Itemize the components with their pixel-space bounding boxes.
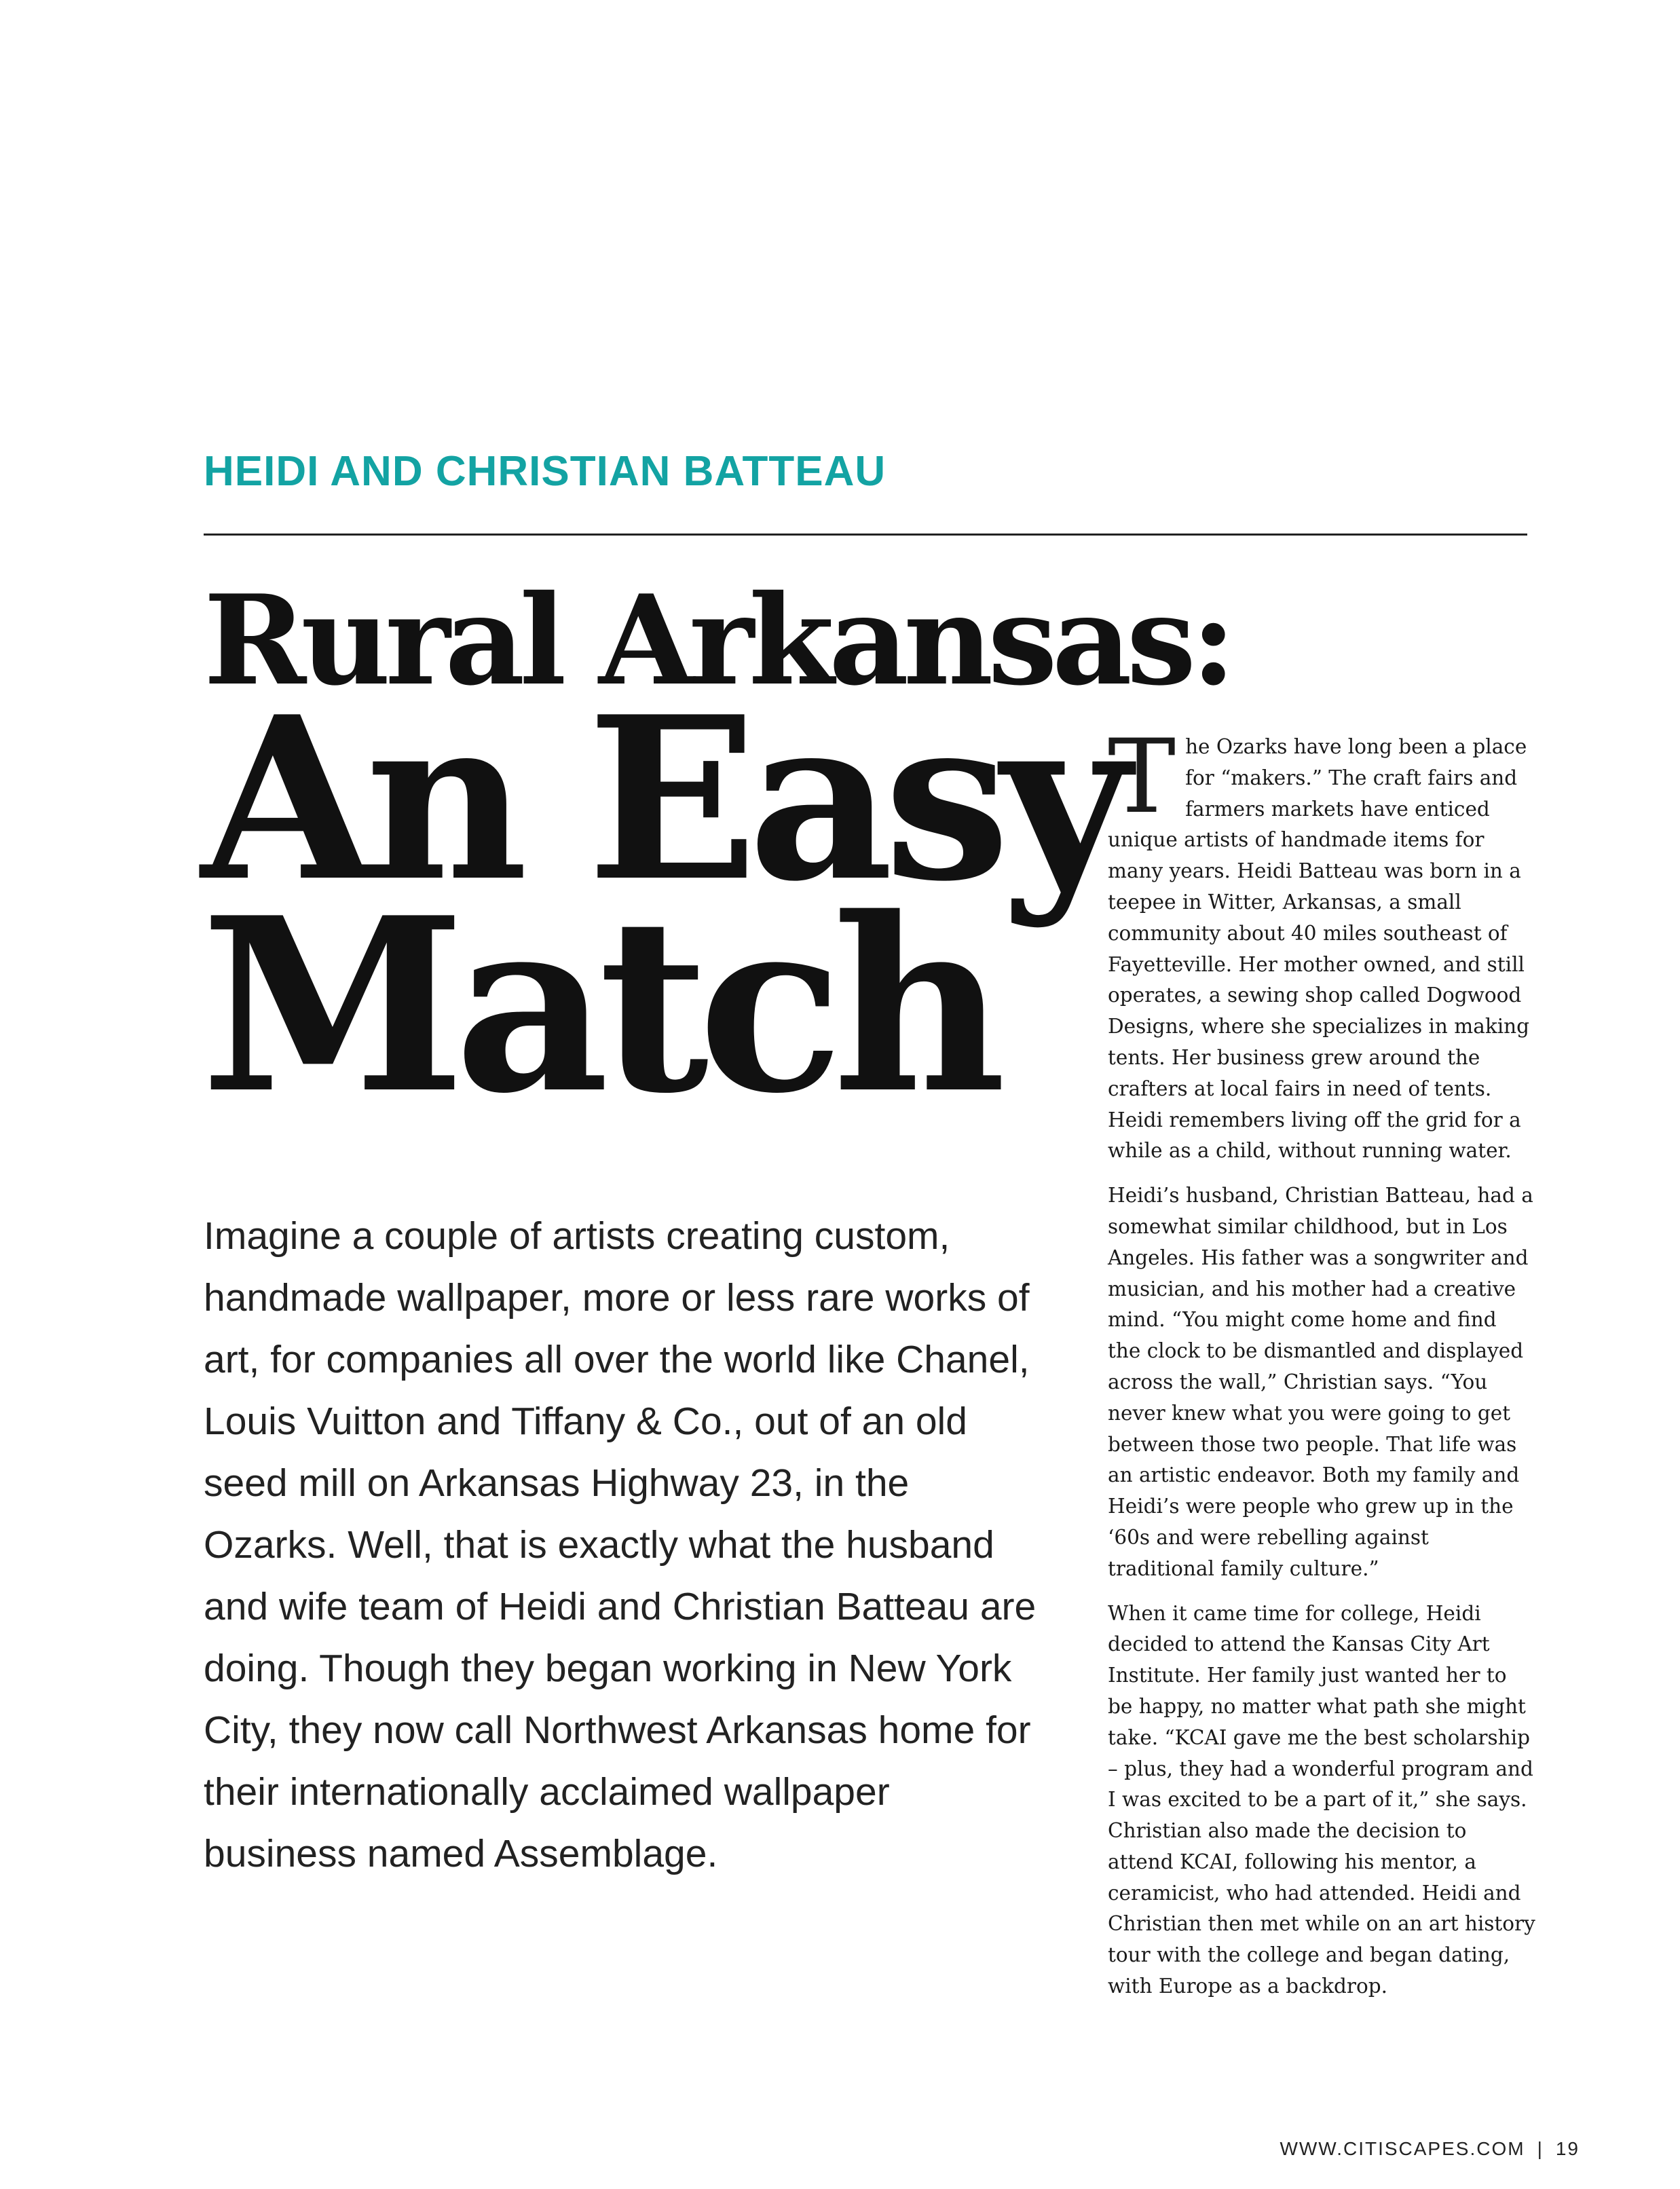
body-paragraph-1-text: he Ozarks have long been a place for “makers.” The craft fairs and farmers markets have enticed unique artists of handmade items for many years. Heidi Batteau was born in a teepee in Witter, Arkansas, a small community about 40 miles southeast of Fayetteville. Her mother owned, and still operates, a sewing shop called Dogwood Designs, where she specializes in making tents. Her business grew around the crafters at local fairs in need of tents. Heidi remembers living off the grid for a while as a child, without running water. bbox=[1108, 735, 1530, 1163]
page-footer bbox=[1280, 2138, 1580, 2160]
headline-line-2: An Easy bbox=[201, 667, 1121, 931]
footer-website: WWW.CITISCAPES.COM bbox=[1280, 2138, 1525, 2159]
headline-line-3: Match bbox=[201, 865, 996, 1146]
body-paragraph-1 bbox=[1108, 718, 1535, 1167]
section-kicker: HEIDI AND CHRISTIAN BATTEAU bbox=[204, 448, 886, 495]
footer-separator: | bbox=[1537, 2138, 1544, 2159]
intro-paragraph bbox=[204, 1205, 1045, 1885]
page-number: 19 bbox=[1555, 2138, 1580, 2159]
headline-line-1: Rural Arkansas: bbox=[204, 567, 1231, 713]
drop-cap: T bbox=[1108, 718, 1176, 836]
body-column bbox=[1108, 718, 1535, 2016]
header-divider bbox=[204, 534, 1527, 536]
body-paragraph-3: When it came time for college, Heidi decided to attend the Kansas City Art Institute. Her family just wanted her to be happy, no matter what path she might take. “KCAI gave me the best scholarship – plus, they had a wonderful program and I was excited to be a part of it,” she says. Christian also made the decision to attend KCAI, following his mentor, a ceramicist, who had attended. Heidi and Christian then met while on an art history tour with the college and began dating, with Europe as a backdrop. bbox=[1108, 1601, 1535, 1998]
intro-text: Imagine a couple of artists creating custom, handmade wallpaper, more or less rare works of art, for companies all over the world like Chanel, Louis Vuitton and Tiffany & Co., out of an old seed mill on Arkansas Highway 23, in the Ozarks. Well, that is exactly what the husband and wife team of Heidi and Christian Batteau are doing. Though they began working in New York City, they now call Northwest Arkansas home for their internationally acclaimed wallpaper business named Assemblage. bbox=[204, 1214, 1037, 1875]
body-paragraph-2: Heidi’s husband, Christian Batteau, had a somewhat similar childhood, but in Los Angeles. His father was a songwriter and musician, and his mother had a creative mind. “You might come home and find the clock to be dismantled and displayed across the wall,” Christian says. “You never knew what you were going to get between those two people. That life was an artistic endeavor. Both my family and Heidi’s were people who grew up in the ‘60s and were rebelling against traditional family culture.” bbox=[1108, 1184, 1533, 1580]
